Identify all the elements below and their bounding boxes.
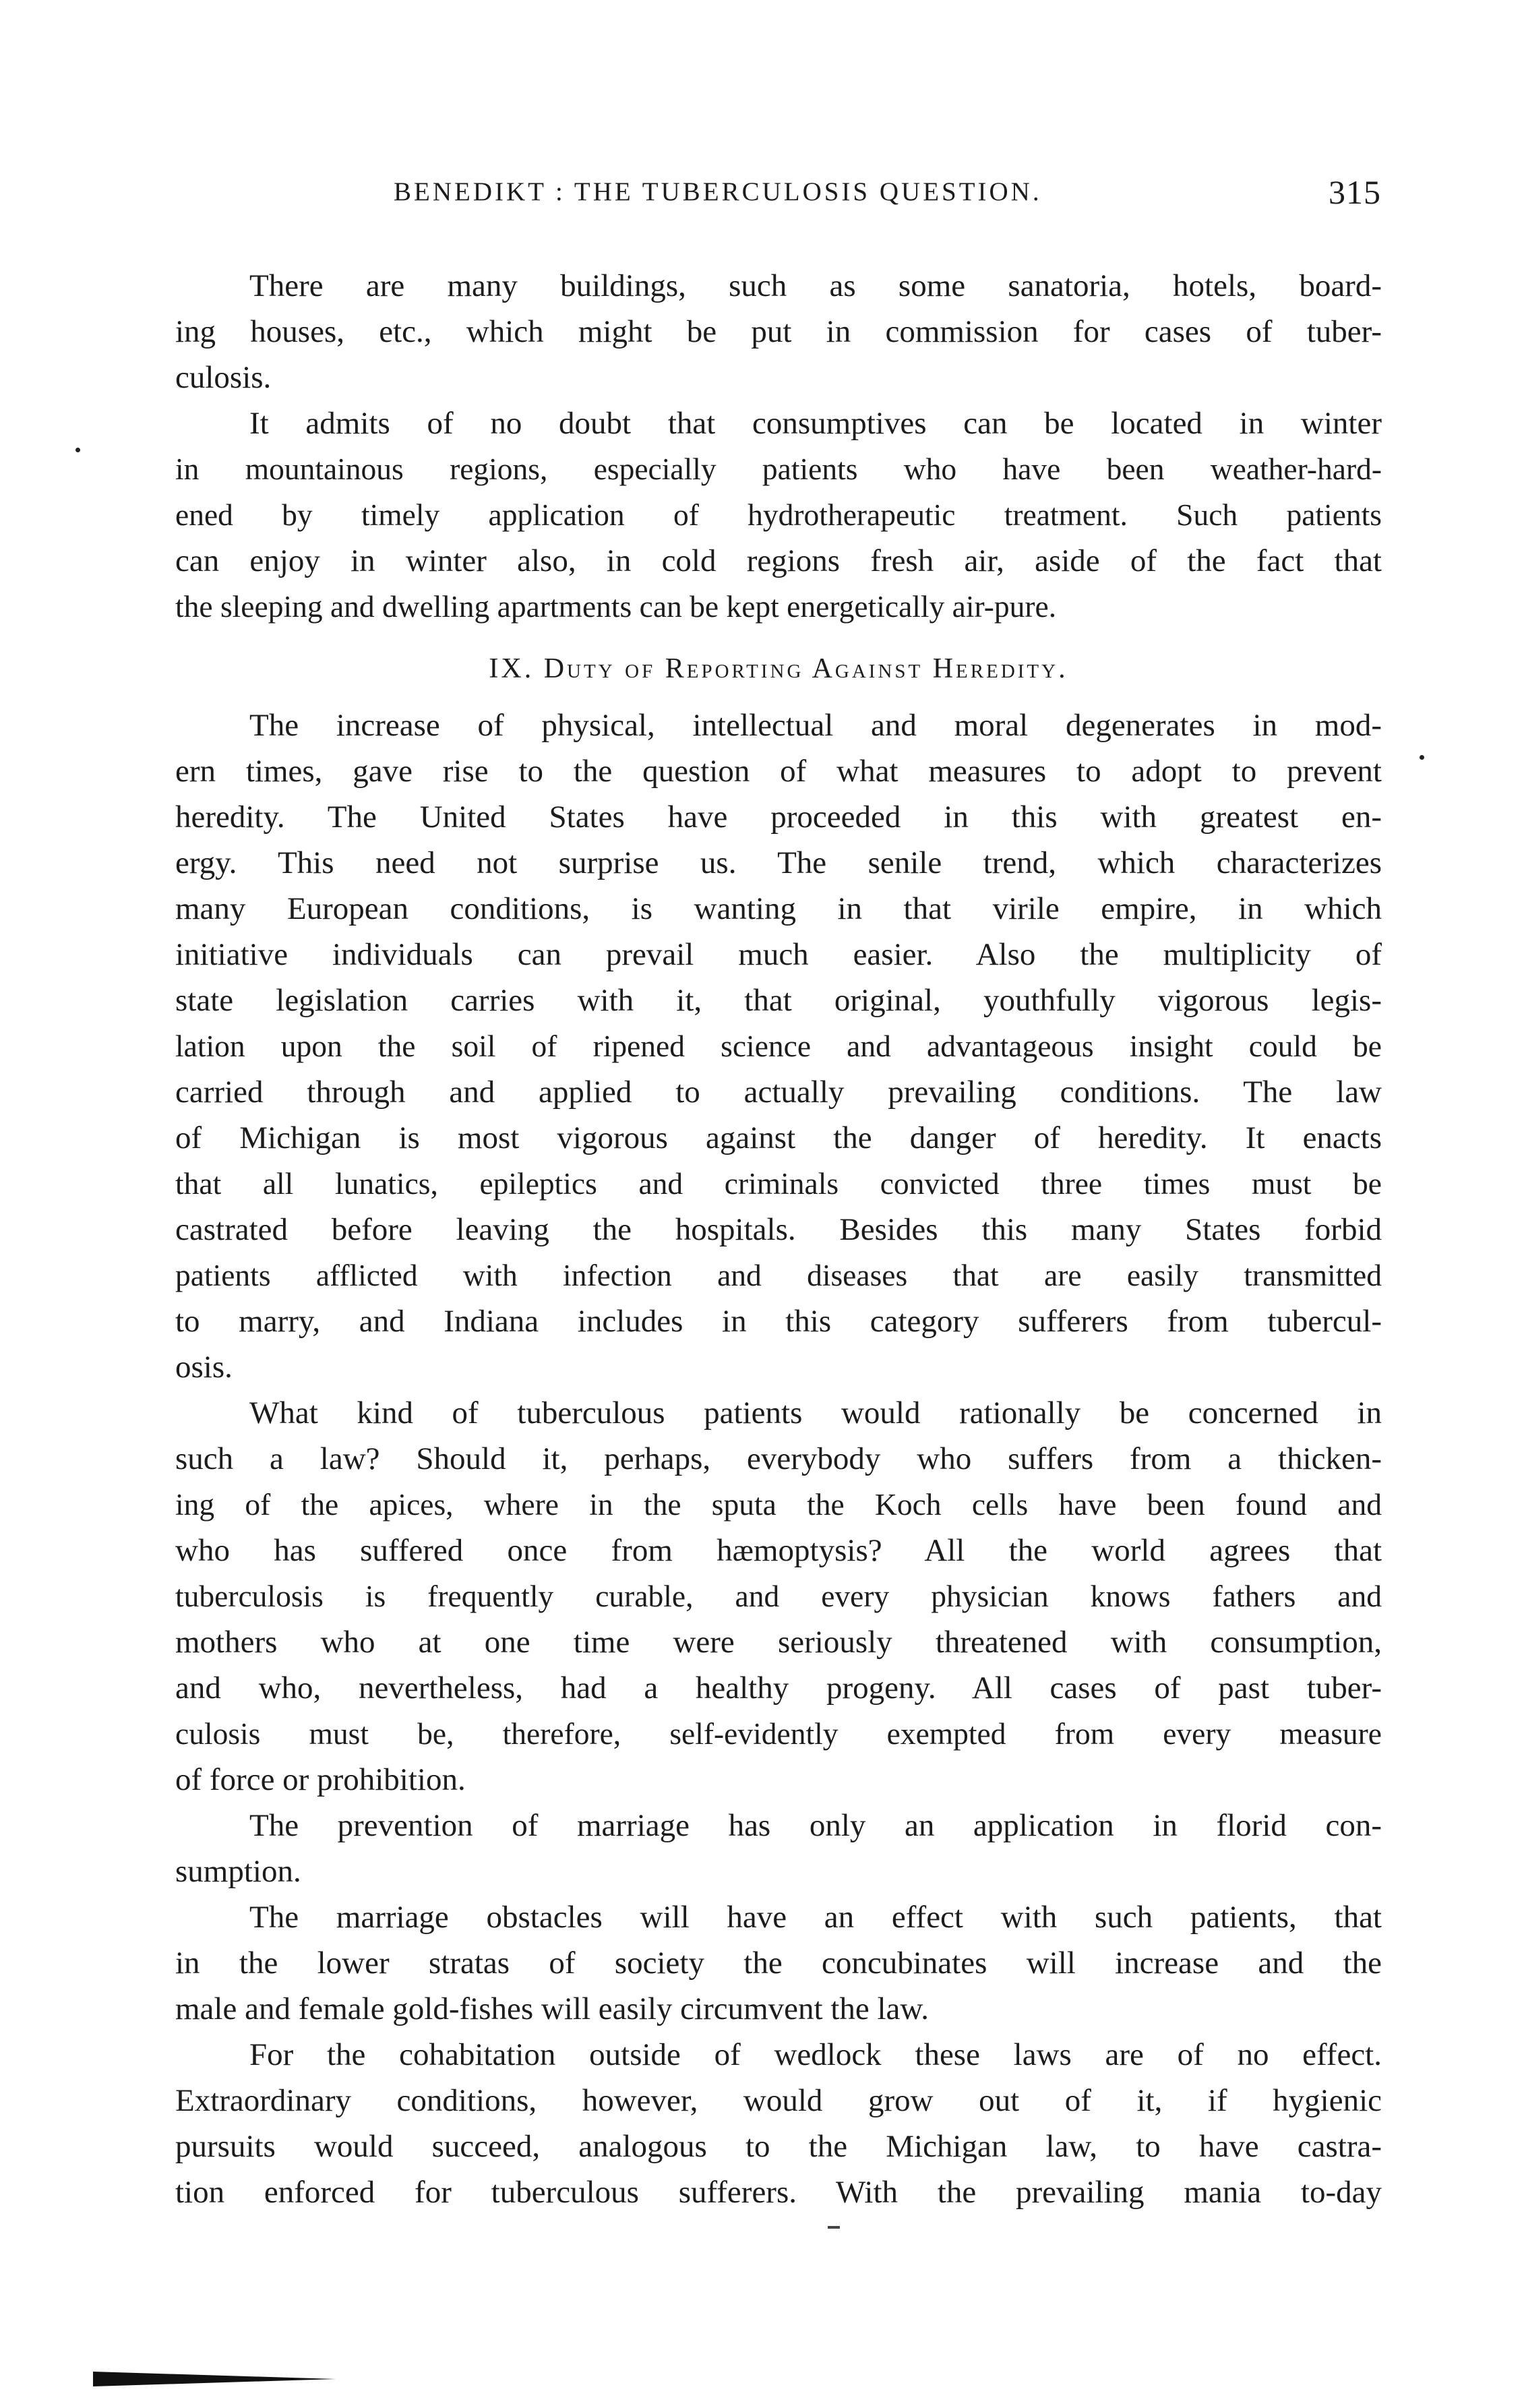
text-line: tuberculosis is frequently curable, and every physician knows fathers and: [175, 1579, 1382, 1613]
text-line: sumption.: [175, 1854, 301, 1889]
text-line: The prevention of marriage has only an application in florid con-: [249, 1808, 1382, 1843]
text-line: who has suffered once from hæmoptysis? All the world agrees that: [175, 1533, 1382, 1568]
text-line: ergy. This need not surprise us. The senile trend, which characterizes: [175, 845, 1382, 880]
text-line: of Michigan is most vigorous against the danger of heredity. It enacts: [175, 1120, 1382, 1155]
text-line: Extraordinary conditions, however, would grow out of it, if hygienic: [175, 2083, 1382, 2118]
text-line: ing houses, etc., which might be put in commission for cases of tuber-: [175, 314, 1382, 349]
text-line: culosis must be, therefore, self-evidently exempted from every measure: [175, 1716, 1382, 1751]
body-text: [175, 263, 1382, 2215]
text-line: mothers who at one time were seriously threatened with consumption,: [175, 1625, 1382, 1660]
text-line: lation upon the soil of ripened science and advantageous insight could be: [175, 1029, 1382, 1063]
scan-edge-mark: [93, 2372, 336, 2386]
text-line: of force or prohibition.: [175, 1762, 466, 1797]
text-line: initiative individuals can prevail much easier. Also the multiplicity of: [175, 937, 1382, 972]
text-line: The increase of physical, intellectual and moral degenerates in mod-: [249, 708, 1382, 743]
text-line: tion enforced for tuberculous sufferers. With the prevailing mania to-day: [175, 2175, 1382, 2210]
text-line: What kind of tuberculous patients would rationally be concerned in: [249, 1395, 1382, 1431]
margin-dot: [1420, 755, 1424, 760]
text-line: state legislation carries with it, that original, youthfully vigorous legis-: [175, 983, 1382, 1018]
text-line: many European conditions, is wanting in that virile empire, in which: [175, 891, 1382, 926]
text-line: patients afflicted with infection and diseases that are easily transmitted: [175, 1258, 1382, 1292]
text-line: heredity. The United States have proceeded in this with greatest en-: [175, 800, 1382, 835]
text-line: in mountainous regions, especially patients who have been weather-hard-: [175, 452, 1382, 486]
text-line: in the lower stratas of society the concubinates will increase and the: [175, 1946, 1382, 1981]
text-line: pursuits would succeed, analogous to the Michigan law, to have castra-: [175, 2129, 1382, 2164]
section-heading: IX. Duty of Reporting Against Heredity.: [489, 653, 1068, 684]
text-line: osis.: [175, 1350, 233, 1385]
text-line: to marry, and Indiana includes in this category sufferers from tubercul-: [175, 1304, 1382, 1339]
text-line: male and female gold-fishes will easily circumvent the law.: [175, 1991, 929, 2026]
text-line: culosis.: [175, 360, 272, 395]
text-line: can enjoy in winter also, in cold regions fresh air, aside of the fact that: [175, 543, 1382, 578]
text-line: carried through and applied to actually prevailing conditions. The law: [175, 1075, 1382, 1110]
text-line: ing of the apices, where in the sputa the Koch cells have been found and: [175, 1487, 1382, 1522]
text-line: There are many buildings, such as some sanatoria, hotels, board-: [249, 268, 1382, 303]
text-line: the sleeping and dwelling apartments can be kept energetically air-pure.: [175, 589, 1057, 624]
text-line: For the cohabitation outside of wedlock these laws are of no effect.: [249, 2037, 1382, 2072]
margin-dot: [75, 448, 80, 452]
text-line: It admits of no doubt that consumptives can be located in winter: [249, 406, 1382, 441]
page-number: 315: [1329, 173, 1381, 211]
running-title: BENEDIKT : THE TUBERCULOSIS QUESTION.: [394, 177, 1042, 206]
text-line: such a law? Should it, perhaps, everybody who suffers from a thicken-: [175, 1441, 1382, 1476]
footer-mark: [828, 2226, 840, 2229]
text-line: that all lunatics, epileptics and criminals convicted three times must be: [175, 1166, 1382, 1201]
text-line: ern times, gave rise to the question of what measures to adopt to prevent: [175, 754, 1382, 789]
text-line: The marriage obstacles will have an effect with such patients, that: [249, 1900, 1382, 1935]
running-header: [394, 173, 1381, 217]
text-line: castrated before leaving the hospitals. Besides this many States forbid: [175, 1212, 1382, 1247]
text-line: and who, nevertheless, had a healthy progeny. All cases of past tuber-: [175, 1670, 1382, 1706]
text-line: ened by timely application of hydrotherapeutic treatment. Such patients: [175, 498, 1382, 532]
